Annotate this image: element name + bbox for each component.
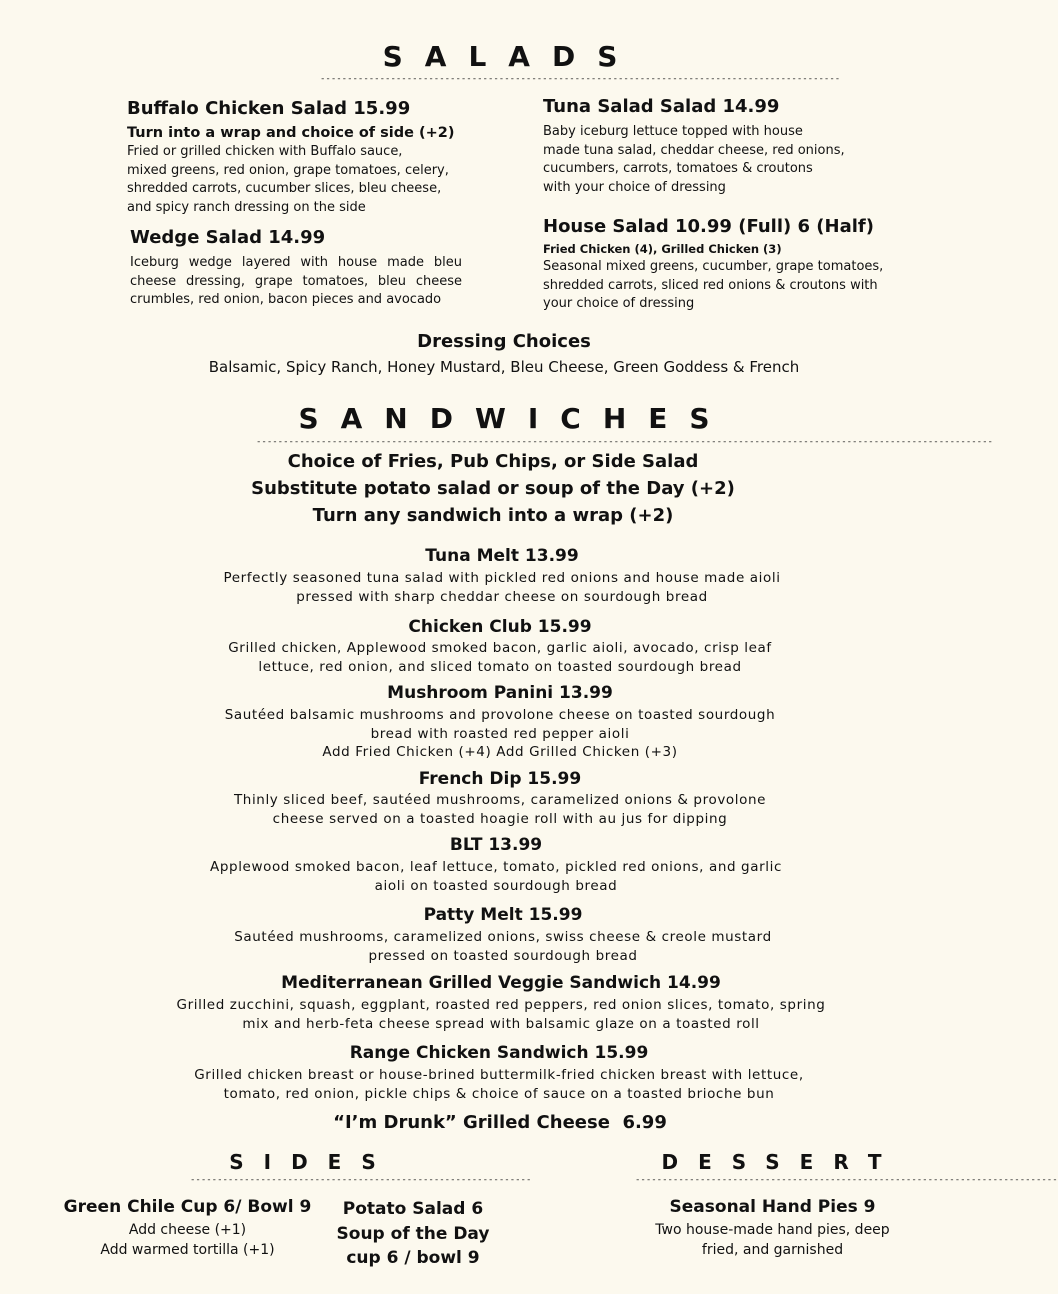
soup-of-the-day: Soup of the Day [336, 1223, 490, 1244]
sandwich-desc-line: lettuce, red onion, and sliced tomato on toasted sourdough bread [258, 658, 742, 675]
dressing-choices-title: Dressing Choices [417, 331, 591, 352]
grilled-cheese-title: “I’m Drunk” Grilled Cheese 6.99 [333, 1112, 667, 1133]
sandwich-grilled-cheese [0, 1112, 1000, 1133]
hand-pies-line-2: fried, and garnished [701, 1242, 844, 1258]
hand-pies-title: Seasonal Hand Pies 9 [669, 1197, 876, 1217]
tuna-line-4: with your choice of dressing [543, 179, 726, 195]
wedge-line-1: Iceburg wedge layered with house made bleu [130, 255, 462, 270]
house-salad [543, 216, 913, 314]
buffalo-line-2: mixed greens, red onion, grape tomatoes, celery, [127, 162, 449, 178]
salads-title: SALADS [382, 40, 640, 73]
sandwich-desc-line: Grilled chicken, Applewood smoked bacon, garlic aioli, avocado, crisp leaf [228, 640, 772, 656]
sandwich-desc-line: tomato, red onion, pickle chips & choice of sauce on a toasted brioche bun [223, 1085, 775, 1102]
wedge-line-2: cheese dressing, grape tomatoes, bleu cheese [130, 273, 462, 289]
sandwich-blt [0, 835, 992, 895]
dessert-header [635, 1150, 908, 1174]
sandwich-choice-3: Turn any sandwich into a wrap (+2) [312, 505, 674, 526]
sandwich-desc-line: pressed on toasted sourdough bread [368, 947, 638, 964]
sandwich-mediterranean-veggie [0, 973, 1002, 1033]
dessert-title: DESSERT [661, 1150, 902, 1174]
dressing-choices-list: Balsamic, Spicy Ranch, Honey Mustard, Bleu Cheese, Green Goddess & French [208, 358, 800, 376]
sandwich-desc-line: Grilled chicken breast or house-brined buttermilk-fried chicken breast with lettuce, [194, 1067, 804, 1083]
sandwich-side-choices [0, 448, 986, 529]
salads-divider: ------------------------------------------------------------------------------------------------ [320, 74, 841, 84]
house-line-2: shredded carrots, sliced red onions & croutons with [543, 277, 878, 293]
dressing-choices [0, 331, 1008, 376]
dessert-hand-pies [630, 1197, 915, 1260]
buffalo-line-4: and spicy ranch dressing on the side [127, 199, 366, 215]
buffalo-line-3: shredded carrots, cucumber slices, bleu cheese, [127, 181, 442, 196]
tuna-line-2: made tuna salad, cheddar cheese, red onions, [543, 142, 845, 158]
sandwiches-header [0, 402, 1000, 435]
sandwich-choice-1: Choice of Fries, Pub Chips, or Side Salad [287, 451, 699, 472]
wedge-line-3: crumbles, red onion, bacon pieces and avocado [130, 292, 442, 307]
sandwiches-divider: ---------------------------------------------------------------------------------------------------------------------------------------- [256, 437, 993, 447]
potato-salad: Potato Salad 6 [342, 1199, 484, 1219]
sandwich-desc-line: bread with roasted red pepper aioli [370, 725, 630, 742]
sandwich-range-chicken [0, 1043, 998, 1103]
salads-header [0, 40, 1000, 73]
buffalo-chicken-salad [127, 98, 477, 217]
sandwich-choice-2: Substitute potato salad or soup of the Day (+2) [251, 478, 735, 499]
house-salad-addons: Fried Chicken (4), Grilled Chicken (3) [543, 242, 782, 256]
green-chile-addon-1: Add cheese (+1) [128, 1222, 247, 1238]
sides-header [190, 1150, 415, 1174]
sandwich-desc-line: pressed with sharp cheddar cheese on sourdough bread [296, 588, 708, 605]
sandwich-desc-line: Sautéed balsamic mushrooms and provolone cheese on toasted sourdough [224, 707, 776, 723]
tuna-line-1: Baby iceburg lettuce topped with house [543, 124, 803, 139]
sandwich-chicken-club [0, 617, 1000, 676]
soup-prices: cup 6 / bowl 9 [346, 1248, 480, 1268]
sandwich-desc-line: Applewood smoked bacon, leaf lettuce, tomato, pickled red onions, and garlic [210, 859, 782, 875]
sandwich-desc-line: Grilled zucchini, squash, eggplant, roasted red peppers, red onion slices, tomato, spring [176, 997, 826, 1013]
sandwich-desc-line: cheese served on a toasted hoagie roll with au jus for dipping [272, 810, 728, 827]
sandwich-title: French Dip 15.99 [418, 769, 582, 789]
sandwich-addon-line: Add Fried Chicken (+4) Add Grilled Chicken (+3) [322, 744, 678, 760]
sandwich-desc-line: Sautéed mushrooms, caramelized onions, swiss cheese & creole mustard [234, 929, 772, 945]
sandwich-title: Chicken Club 15.99 [408, 617, 592, 637]
sides-divider: --------------------------------------------------------------- [190, 1175, 532, 1185]
wedge-salad-title: Wedge Salad 14.99 [130, 227, 326, 248]
tuna-salad-title: Tuna Salad Salad 14.99 [543, 96, 780, 117]
sandwich-title: Range Chicken Sandwich 15.99 [349, 1043, 649, 1063]
buffalo-line-1: Fried or grilled chicken with Buffalo sauce, [127, 144, 403, 159]
sandwich-title: Mediterranean Grilled Veggie Sandwich 14.99 [281, 973, 721, 993]
sandwich-patty-melt [0, 905, 1006, 965]
sandwich-title: Patty Melt 15.99 [423, 905, 583, 925]
buffalo-chicken-salad-title: Buffalo Chicken Salad 15.99 [127, 98, 411, 119]
house-salad-title: House Salad 10.99 (Full) 6 (Half) [543, 216, 874, 237]
sides-title: SIDES [229, 1150, 396, 1174]
sandwich-title: BLT 13.99 [449, 835, 543, 855]
wedge-salad [130, 227, 462, 310]
dessert-divider: ------------------------------------------------------------------------------ [635, 1175, 1058, 1185]
side-other [323, 1197, 503, 1271]
sandwich-mushroom-panini [0, 683, 1000, 762]
sandwich-title: Mushroom Panini 13.99 [387, 683, 613, 703]
sandwich-desc-line: mix and herb-feta cheese spread with balsamic glaze on a toasted roll [242, 1015, 760, 1032]
sandwich-desc-line: Thinly sliced beef, sautéed mushrooms, caramelized onions & provolone [233, 792, 767, 808]
tuna-line-3: cucumbers, carrots, tomatoes & croutons [543, 161, 813, 176]
side-green-chile [60, 1197, 315, 1260]
sandwich-french-dip [0, 769, 1000, 828]
house-line-1: Seasonal mixed greens, cucumber, grape tomatoes, [543, 259, 884, 274]
sandwich-desc-line: aioli on toasted sourdough bread [374, 877, 618, 894]
hand-pies-line-1: Two house-made hand pies, deep [655, 1222, 890, 1238]
sandwiches-title: SANDWICHES [298, 402, 732, 435]
sandwich-title: Tuna Melt 13.99 [425, 546, 579, 566]
house-line-3: your choice of dressing [543, 296, 695, 311]
sandwich-tuna-melt [0, 546, 1004, 606]
sandwich-desc-line: Perfectly seasoned tuna salad with pickled red onions and house made aioli [223, 570, 781, 586]
green-chile-title: Green Chile Cup 6/ Bowl 9 [63, 1197, 312, 1217]
buffalo-chicken-salad-wrap-option: Turn into a wrap and choice of side (+2) [127, 125, 455, 141]
green-chile-addon-2: Add warmed tortilla (+1) [100, 1242, 275, 1258]
tuna-salad [543, 96, 903, 197]
